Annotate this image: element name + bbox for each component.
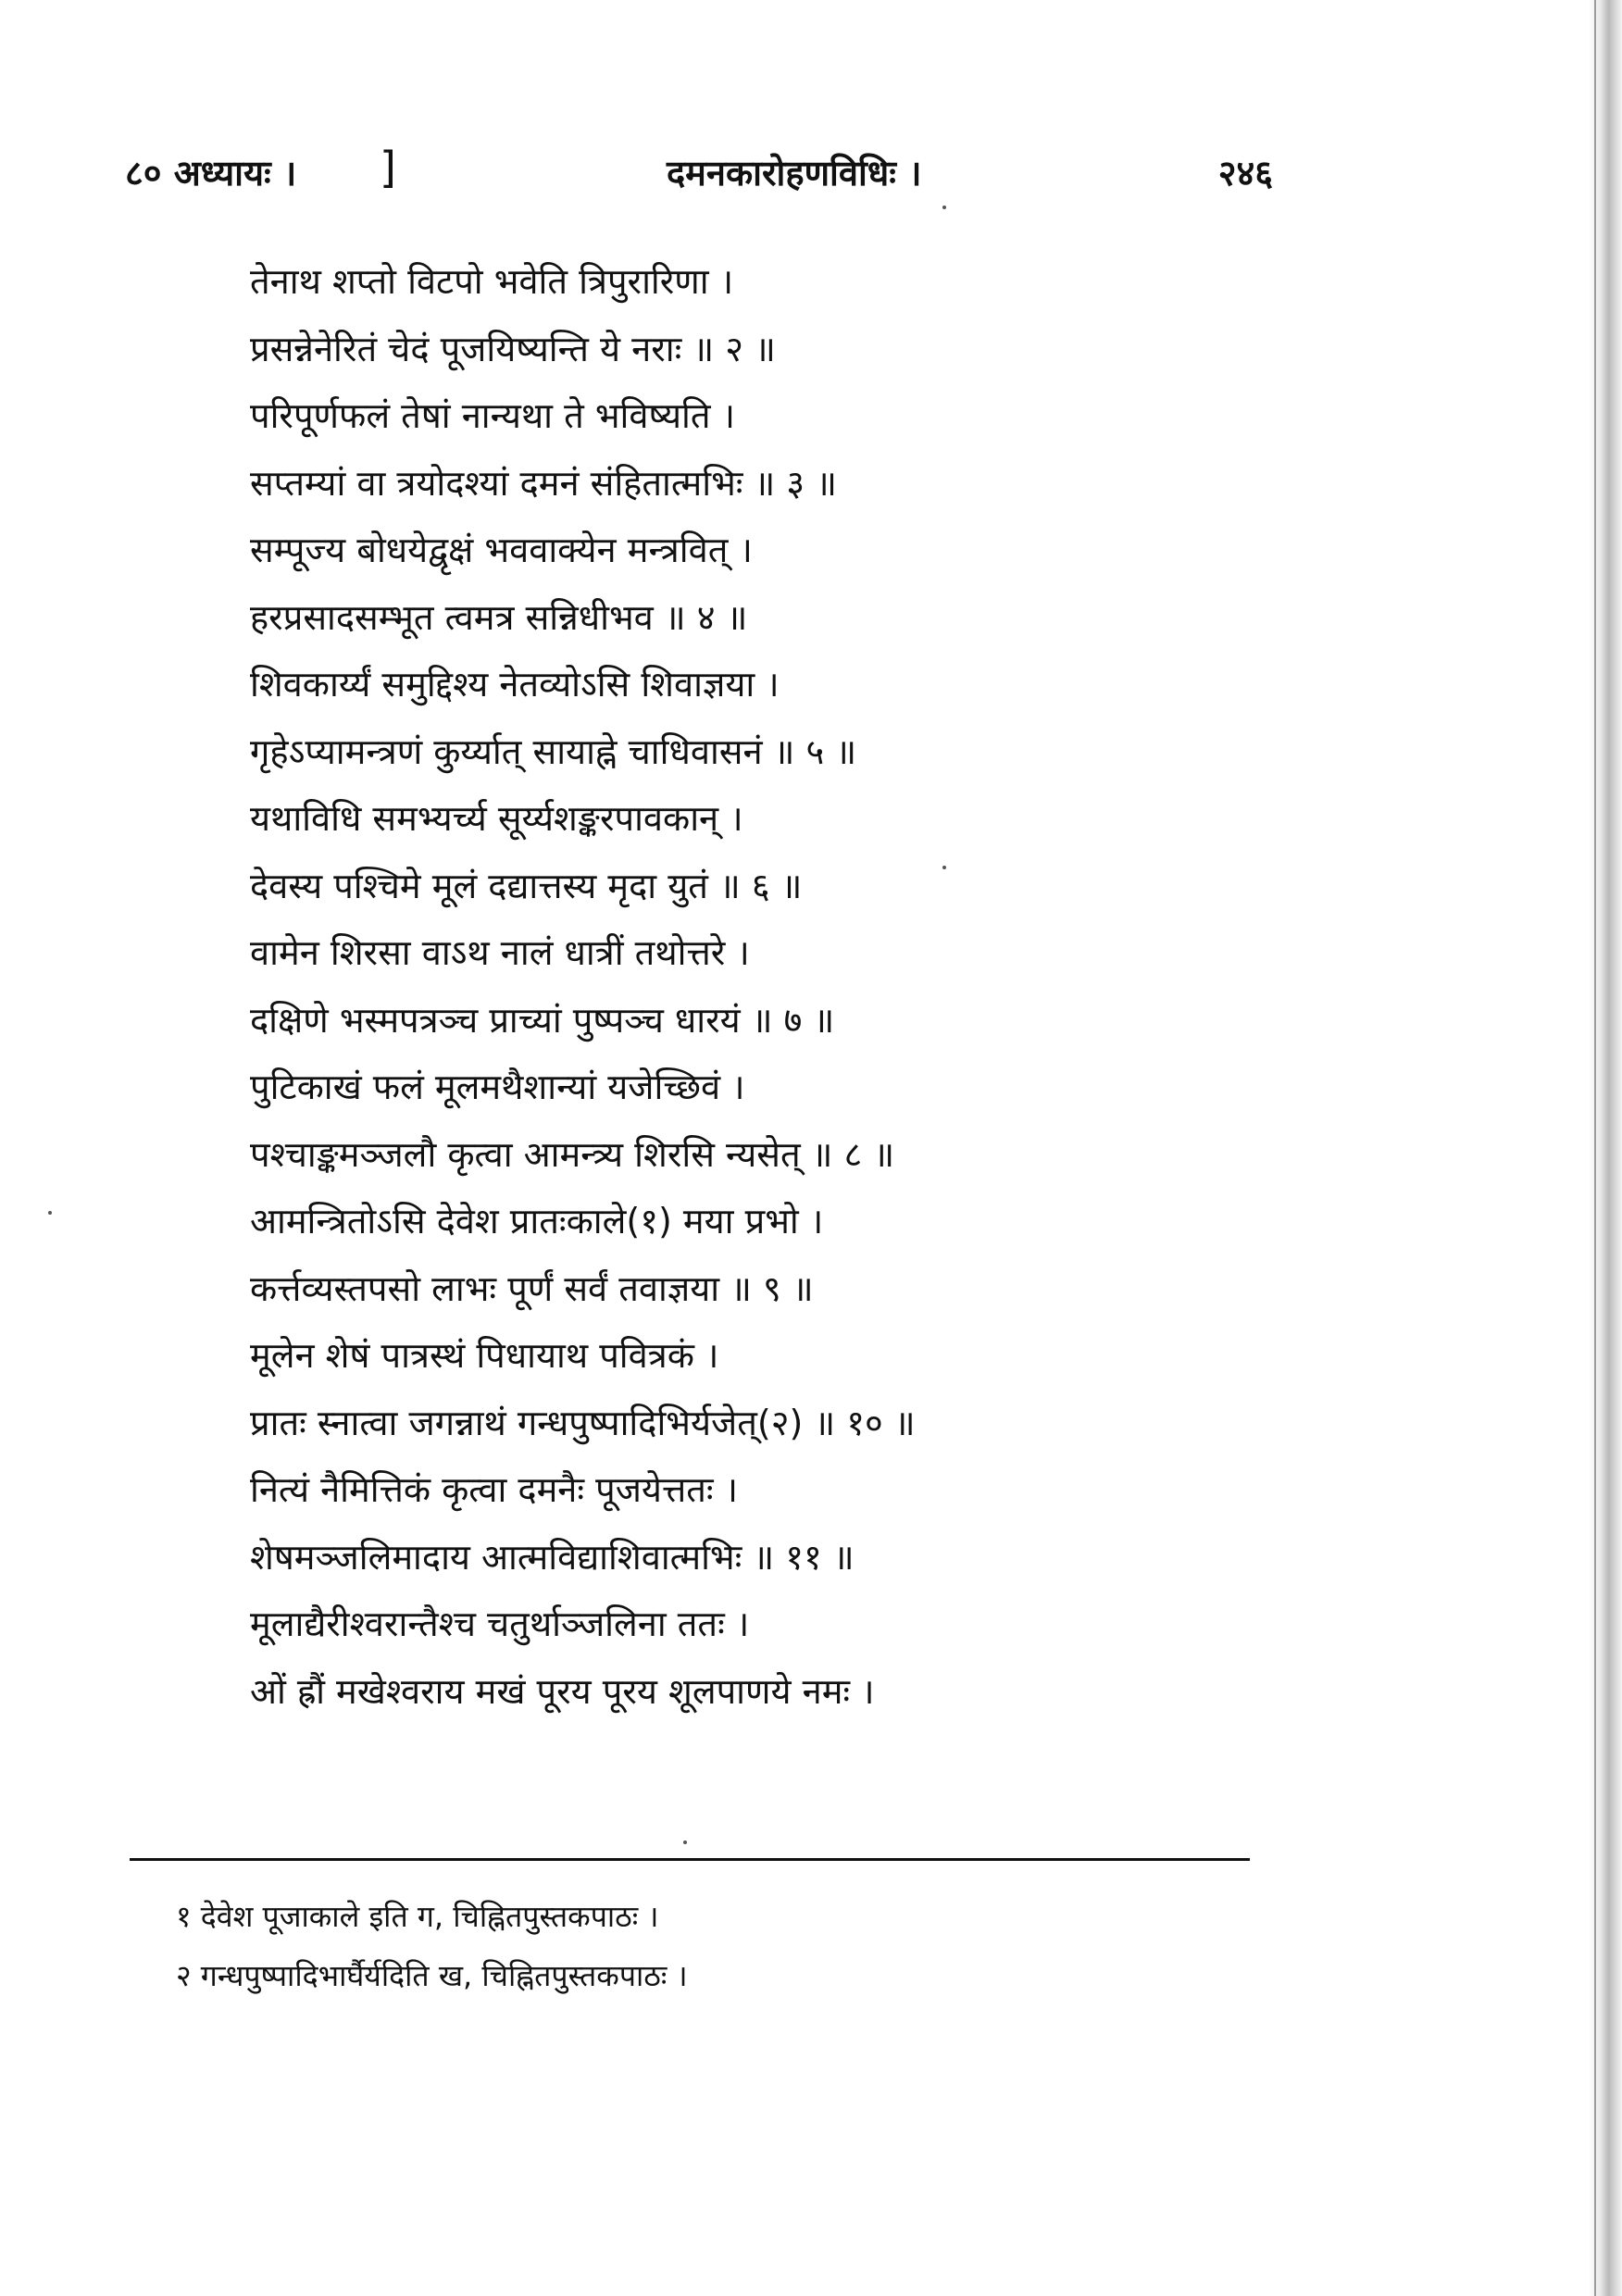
verse-line: दक्षिणे भस्मपत्रञ्च प्राच्यां पुष्पञ्च धारयं ॥ ७ ॥ <box>250 999 835 1041</box>
verse-line: गृहेऽप्यामन्त्रणं कुर्य्यात् सायाह्ने चाधिवासनं ॥ ५ ॥ <box>250 730 857 772</box>
verse-line: पुटिकाखं फलं मूलमथैशान्यां यजेच्छिवं । <box>250 1067 745 1107</box>
scan-speck <box>942 866 946 869</box>
verse-line: प्रातः स्नात्वा जगन्नाथं गन्धपुष्पादिभिर्यजेत्(२) ॥ १० ॥ <box>250 1402 916 1443</box>
scan-speck <box>942 206 946 209</box>
verse-line: पश्चाङ्कमञ्जलौ कृत्वा आमन्त्र्य शिरसि न्यसेत् ॥ ८ ॥ <box>250 1133 895 1175</box>
footnote: २ गन्धपुष्पादिभार्घैर्यदिति ख, चिह्नितपुस्तकपाठः । <box>176 1958 688 1993</box>
verse-line: शेषमञ्जलिमादाय आत्मविद्याशिवात्मभिः ॥ ११ ॥ <box>250 1536 855 1578</box>
footnote-divider <box>130 1858 1250 1861</box>
verse-line: सम्पूज्य बोधयेद्वृक्षं भववाक्येन मन्त्रवित् । <box>250 530 753 570</box>
verse-line: तेनाथ शप्तो विटपो भवेति त्रिपुरारिणा । <box>250 261 734 302</box>
verse-line: सप्तम्यां वा त्रयोदश्यां दमनं संहितात्मभिः ॥ ३ ॥ <box>250 462 837 504</box>
running-header <box>125 143 1273 204</box>
verse-line: परिपूर्णफलं तेषां नान्यथा ते भविष्यति । <box>250 395 736 436</box>
scan-speck <box>683 1841 687 1844</box>
verse-line: आमन्त्रितोऽसि देवेश प्रातःकाले(१) मया प्रभो । <box>250 1201 824 1242</box>
verse-block <box>250 248 1213 1725</box>
chapter-label: ८० अध्यायः । <box>125 153 297 193</box>
section-title: दमनकारोहणविधिः । <box>667 153 922 193</box>
verse-line: मूलेन शेषं पात्रस्थं पिधायाथ पवित्रकं । <box>250 1335 719 1376</box>
verse-line: कर्त्तव्यस्तपसो लाभः पूर्णं सर्वं तवाज्ञया ॥ ९ ॥ <box>250 1267 814 1309</box>
footnote: १ देवेश पूजाकाले इति ग, चिह्नितपुस्तकपाठः । <box>176 1899 659 1934</box>
scan-edge-line <box>1594 0 1596 2296</box>
verse-line: शिवकार्य्यं समुद्दिश्य नेतव्योऽसि शिवाज्ञया । <box>250 664 780 705</box>
verse-line: नित्यं नैमित्तिकं कृत्वा दमनैः पूजयेत्ततः । <box>250 1469 739 1510</box>
verse-line: यथाविधि समभ्यर्च्य सूर्य्यशङ्करपावकान् । <box>250 798 743 839</box>
verse-line: प्रसन्नेनेरितं चेदं पूजयिष्यन्ति ये नराः ॥ २ ॥ <box>250 328 776 369</box>
scan-speck <box>48 1211 52 1215</box>
header-bracket: ] <box>380 143 396 193</box>
verse-line: वामेन शिरसा वाऽथ नालं धात्रीं तथोत्तरे । <box>250 932 750 973</box>
verse-line: देवस्य पश्चिमे मूलं दद्यात्तस्य मृदा युतं ॥ ६ ॥ <box>250 865 803 906</box>
footnotes <box>176 1887 1194 2005</box>
page-number: २४६ <box>1217 153 1273 193</box>
verse-line: ओं ह्रौं मखेश्वराय मखं पूरय पूरय शूलपाणये नमः । <box>250 1670 875 1712</box>
verse-line: हरप्रसादसम्भूत त्वमत्र सन्निधीभव ॥ ४ ॥ <box>250 596 748 638</box>
verse-line: मूलाद्यैरीश्वरान्तैश्च चतुर्थाञ्जलिना ततः । <box>250 1603 750 1644</box>
